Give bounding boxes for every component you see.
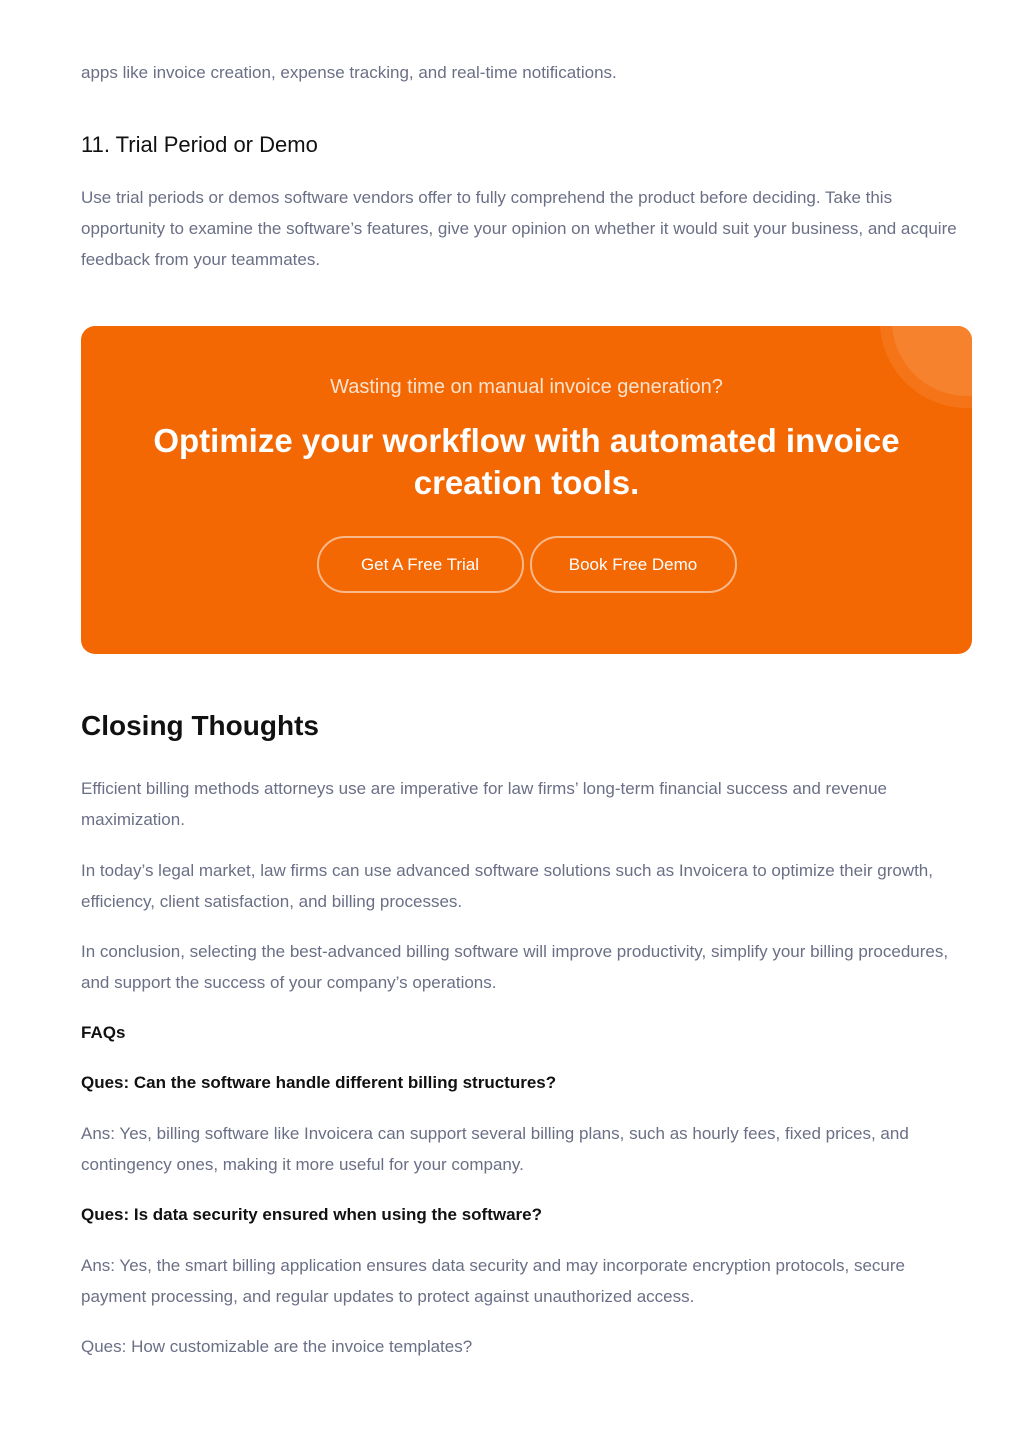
closing-paragraph: In conclusion, selecting the best-advanced billing software will improve productivity, simplify your billing procedures, and support the success of your company’s operations. <box>81 942 949 992</box>
faq-question: Ques: Can the software handle different billing structures? <box>81 1073 557 1092</box>
faq-answer: Ans: Yes, the smart billing application ensures data security and may incorporate encryption protocols, secure payment processing, and regular updates to protect against unauthorized access. <box>81 1256 906 1306</box>
cta-title: Optimize your workflow with automated invoice creation tools. <box>153 422 900 501</box>
faq-question: Ques: Is data security ensured when using the software? <box>81 1205 543 1224</box>
cta-banner <box>81 326 972 654</box>
cta-kicker: Wasting time on manual invoice generation? <box>330 376 723 398</box>
faqs-heading: FAQs <box>81 1023 126 1042</box>
cta-button-group <box>81 536 972 593</box>
trial-section-heading: 11. Trial Period or Demo <box>81 132 318 157</box>
free-trial-button[interactable]: Get A Free Trial <box>317 536 524 593</box>
closing-thoughts-heading: Closing Thoughts <box>81 710 319 741</box>
trial-section-paragraph: Use trial periods or demos software vendors offer to fully comprehend the product before deciding. Take this opportunity to examine the software’s features, give your opinion on whether it would suit your business, and acquire feedback from your teammates. <box>81 188 957 269</box>
closing-paragraph: Efficient billing methods attorneys use are imperative for law firms’ long-term financial success and revenue maximization. <box>81 779 887 829</box>
book-demo-button[interactable]: Book Free Demo <box>530 536 737 593</box>
faq-question: Ques: How customizable are the invoice templates? <box>81 1337 473 1356</box>
intro-paragraph: apps like invoice creation, expense tracking, and real-time notifications. <box>81 63 617 82</box>
faq-answer: Ans: Yes, billing software like Invoicera can support several billing plans, such as hourly fees, fixed prices, and contingency ones, making it more useful for your company. <box>81 1124 909 1174</box>
closing-paragraph: In today’s legal market, law firms can use advanced software solutions such as Invoicera to optimize their growth, efficiency, client satisfaction, and billing processes. <box>81 861 933 911</box>
